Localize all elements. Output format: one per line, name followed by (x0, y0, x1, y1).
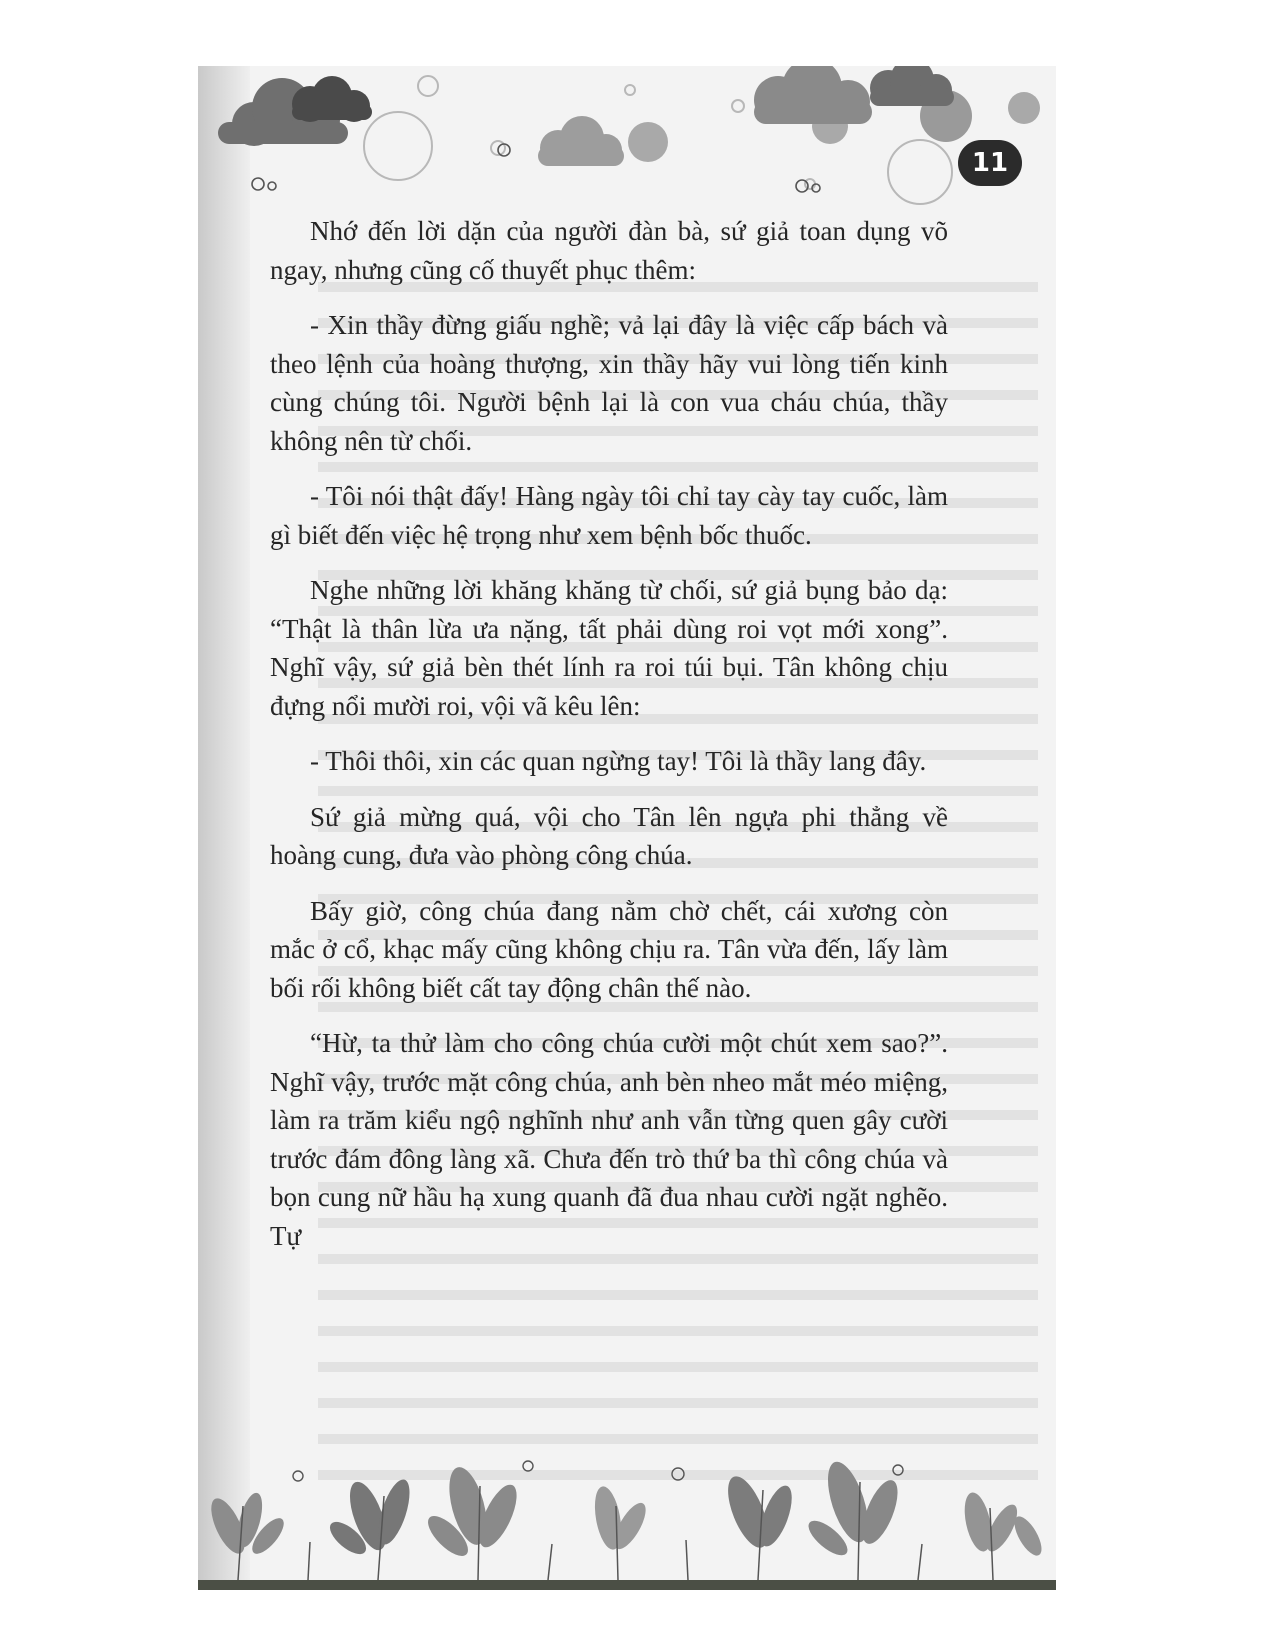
cloud-icon (538, 116, 624, 166)
paragraph: Nhớ đến lời dặn của người đàn bà, sứ giả toan dụng võ ngay, nhưng cũng cố thuyết phục thêm: (270, 216, 948, 285)
bubble-small-icon (293, 1461, 903, 1481)
leaf-cluster-icon (591, 1484, 652, 1553)
book-page (198, 66, 1056, 1580)
leaf-cluster-icon (803, 1457, 905, 1561)
page-spine-shadow (198, 66, 250, 1580)
leaf-cluster-icon (960, 1490, 1047, 1559)
body-text (270, 212, 948, 1272)
scan-edge (198, 1580, 1056, 1590)
page-number-badge: 11 (958, 140, 1022, 186)
paragraph: - Tôi nói thật đấy! Hàng ngày tôi chỉ tay cày tay cuốc, làm gì biết đến việc hệ trọng như xem bệnh bốc thuốc. (270, 481, 948, 550)
paragraph: Nghe những lời khăng khăng từ chối, sứ giả bụng bảo dạ: “Thật là thân lừa ưa nặng, tất phải dùng roi vọt mới xong”. Nghĩ vậy, sứ giả bèn thét lính ra roi túi bụi. Tân không chịu đựng nổi mười roi, vội vã kêu lên: (270, 575, 948, 721)
paragraph: “Hừ, ta thử làm cho công chúa cười một chút xem sao?”. Nghĩ vậy, trước mặt công chúa, anh bèn nheo mắt méo miệng, làm ra trăm kiểu ngộ nghĩnh như anh vẫn từng quen gây cười trước đám đông làng xã. Chưa đến trò thứ ba thì công chúa và bọn cung nữ hầu hạ xung quanh đã đua nhau cười ngặt nghẽo. Tự (270, 1028, 948, 1251)
leaf-cluster-icon (720, 1471, 798, 1553)
paragraph: Bấy giờ, công chúa đang nằm chờ chết, cái xương còn mắc ở cổ, khạc mấy cũng không chịu ra. Tân vừa đến, lấy làm bối rối không biết cất tay động chân thế nào. (270, 895, 948, 1003)
header-illustration (198, 66, 1056, 216)
cloud-icon (870, 66, 954, 106)
paragraph: - Xin thầy đừng giấu nghề; vả lại đây là việc cấp bách và theo lệnh của hoàng thượng, xin thầy hãy vui lòng tiến kinh cùng chúng tôi. Người bệnh lại là con vua cháu chúa, thầy không nên từ chối. (270, 310, 948, 456)
paragraph: Sứ giả mừng quá, vội cho Tân lên ngựa phi thẳng về hoàng cung, đưa vào phòng công chúa. (270, 801, 948, 870)
leaf-cluster-icon (422, 1463, 524, 1562)
cloud-icon (754, 66, 872, 124)
leaf-cluster-icon (204, 1490, 289, 1558)
footer-illustration (198, 1446, 1056, 1580)
paragraph: - Thôi thôi, xin các quan ngừng tay! Tôi là thầy lang đây. (310, 746, 927, 776)
leaf-cluster-icon (325, 1476, 416, 1560)
cloud-icon (292, 76, 372, 122)
bubble-small-icon (252, 144, 820, 192)
